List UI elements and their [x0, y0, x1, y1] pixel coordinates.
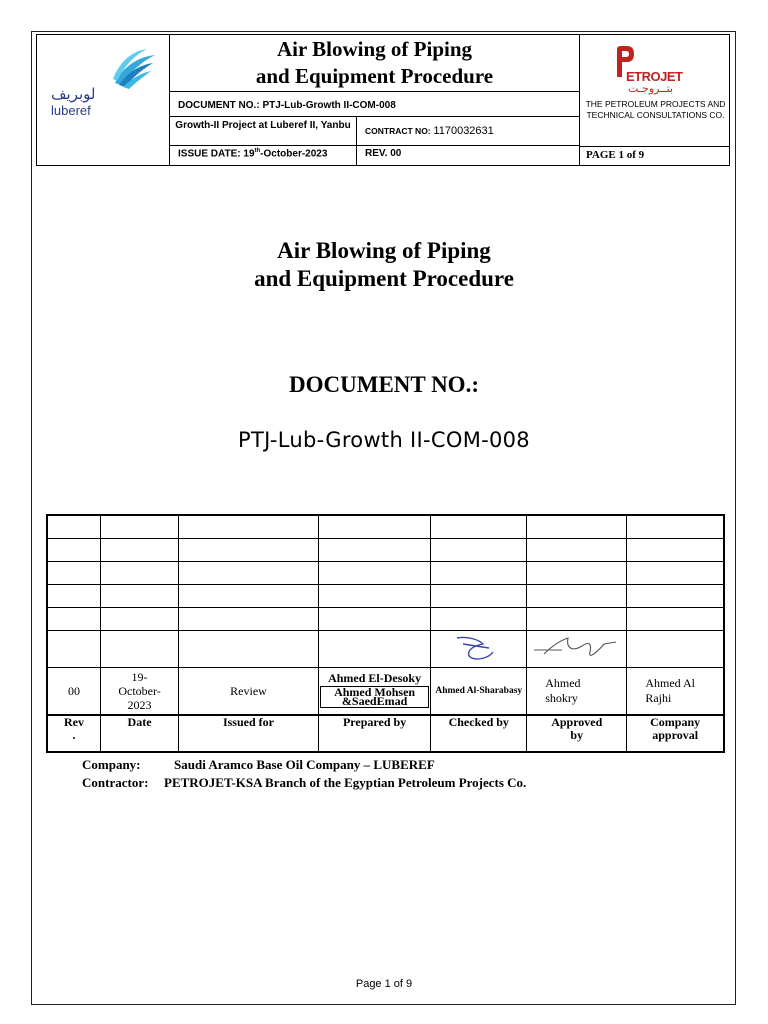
page-number: 1: [618, 149, 624, 161]
issued-for-value: Review: [179, 668, 319, 716]
company-line: [82, 756, 526, 774]
table-row: [47, 515, 724, 539]
header-page: [579, 146, 730, 165]
document-header: [36, 34, 730, 166]
page-footer: Page 1 of 9: [355, 978, 413, 990]
table-row: [47, 585, 724, 608]
header-contract: [357, 117, 579, 146]
col-approved-by: Approved by: [527, 715, 627, 752]
col-checked-by: Checked by: [431, 715, 527, 752]
col-date: Date: [101, 715, 179, 752]
revision-table: [46, 514, 725, 753]
client-logo-cell: [37, 35, 170, 165]
document-title: [0, 237, 768, 293]
issue-date-sup: th: [254, 148, 261, 154]
prepared-by-value: [318, 668, 430, 716]
parties: [82, 756, 526, 792]
contractor-line: [82, 774, 526, 792]
page-prefix: PAGE: [586, 149, 619, 161]
col-prepared-by: Prepared by: [318, 715, 430, 752]
contract-label: CONTRACT NO:: [365, 126, 431, 136]
col-issued-for: Issued for: [179, 715, 319, 752]
table-row: [47, 562, 724, 585]
petrojet-arabic-wordmark: بتــروجـت: [628, 82, 674, 95]
header-title: [170, 35, 579, 92]
prepared-by-2: Ahmed Mohsen &SaedEmad: [320, 686, 429, 708]
document-title-line1: Air Blowing of Piping: [277, 238, 491, 263]
contractor-label: Contractor:: [82, 775, 149, 790]
prepared-by-1: Ahmed El-Desoky: [328, 671, 422, 685]
issue-date-prefix: ISSUE DATE: 19: [178, 148, 255, 160]
col-company-approval: Company approval: [627, 715, 724, 752]
header-revision: REV. 00: [365, 148, 402, 159]
company-value: Saudi Aramco Base Oil Company – LUBEREF: [174, 757, 435, 772]
revision-header-row: [47, 715, 724, 752]
header-project: Growth-II Project at Luberef II, Yanbu: [170, 117, 357, 146]
checked-signature-cell: [431, 631, 527, 668]
company-approval-value: Ahmed Al Rajhi: [627, 668, 724, 716]
contract-number: 1170032631: [433, 125, 494, 137]
contractor-logo-cell: [579, 35, 730, 146]
docno-label: DOCUMENT NO.:: [289, 372, 479, 397]
company-label: Company:: [82, 757, 141, 772]
luberef-wordmark: luberef: [51, 103, 91, 118]
page-mid: of: [624, 149, 639, 161]
issue-date-suffix: -October-2023: [260, 148, 328, 160]
docno-value: PTJ-Lub-Growth II-COM-008: [238, 428, 530, 452]
approved-signature-cell: [527, 631, 627, 668]
header-issue-date: [170, 146, 357, 165]
date-value: 19-October-2023: [101, 668, 179, 716]
contractor-value: PETROJET-KSA Branch of the Egyptian Petroleum Projects Co.: [164, 775, 527, 790]
table-row: [47, 608, 724, 631]
approved-by-signature-icon: [532, 632, 622, 662]
revision-row: [47, 668, 724, 716]
petrojet-wordmark: ETROJET: [626, 69, 683, 84]
rev-value: 00: [47, 668, 101, 716]
header-doc-number: DOCUMENT NO.: PTJ-Lub-Growth II-COM-008: [170, 92, 579, 117]
approved-by-value: Ahmed shokry: [527, 668, 627, 716]
col-rev: Rev .: [47, 715, 101, 752]
contractor-description: THE PETROLEUM PROJECTS AND TECHNICAL CONSULTATIONS CO.: [585, 99, 726, 120]
luberef-arabic-wordmark: لوبريف: [51, 85, 96, 103]
page-total: 9: [638, 149, 645, 161]
checked-by-value: Ahmed Al-Sharabasy: [431, 668, 527, 716]
table-row: [47, 539, 724, 562]
signature-row: [47, 631, 724, 668]
checked-by-signature-icon: [449, 632, 509, 662]
document-title-line2: and Equipment Procedure: [254, 266, 514, 291]
header-title-line1: Air Blowing of Piping: [276, 37, 473, 61]
luberef-logo-icon: [109, 47, 157, 91]
header-title-line2: and Equipment Procedure: [255, 64, 494, 88]
